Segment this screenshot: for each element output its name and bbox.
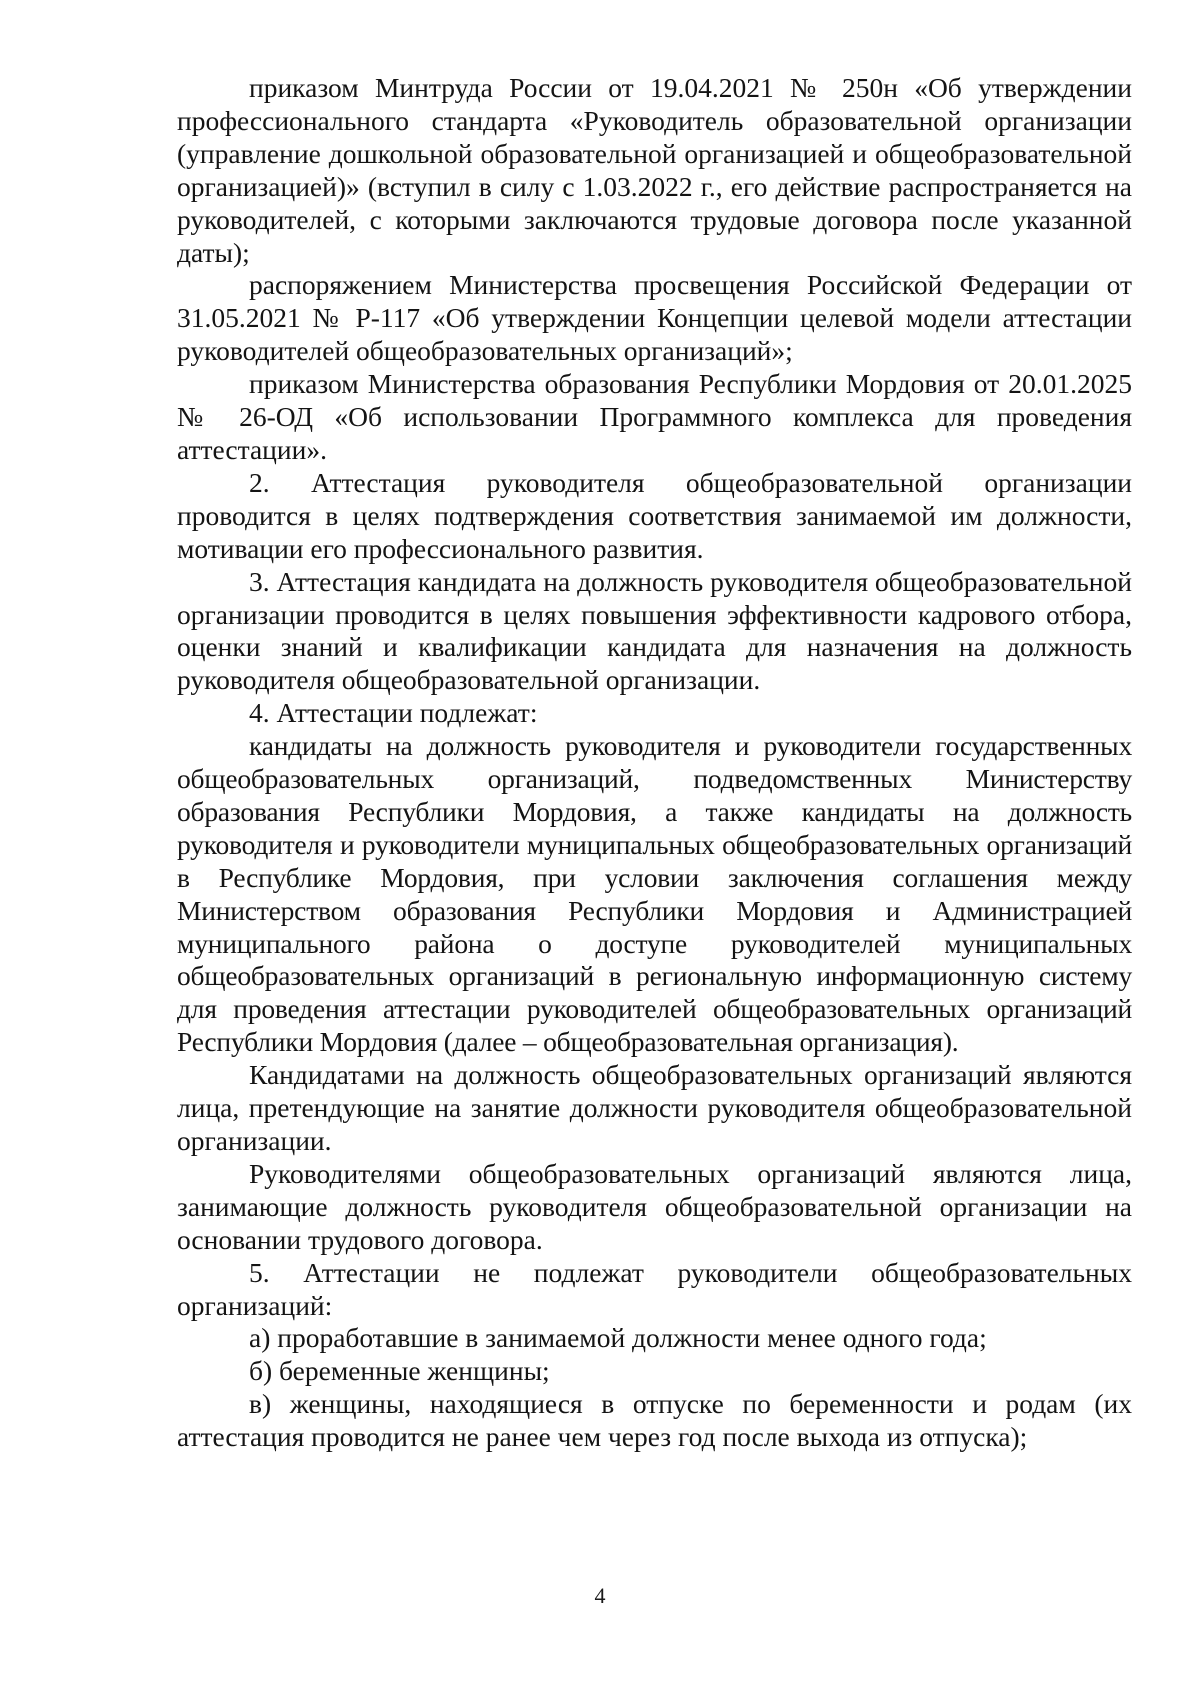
paragraph-item-3: 3. Аттестация кандидата на должность руководителя общеобразовательной организации проводится в целях повышения эффективности кадрового отбора, оценки знаний и квалификации кандидата для назначения на должность руководителя общеобразовательной организации.	[177, 565, 1132, 696]
paragraph-order-mintrud: приказом Минтруда России от 19.04.2021 № 250н «Об утверждении профессионального стандарта «Руководитель образовательной организации (управление дошкольной образовательной организацией и общеобразовательной организацией)» (вступил в силу с 1.03.2022 г., его действие распространяется на руководителей, с которыми заключаются трудовые договора после указанной даты);	[177, 72, 1132, 268]
paragraph-item-5a: а) проработавшие в занимаемой должности менее одного года;	[249, 1322, 987, 1354]
paragraph-item-2: 2. Аттестация руководителя общеобразовательной организации проводится в целях подтверждения соответствия занимаемой им должности, мотивации его профессионального развития.	[177, 466, 1132, 564]
paragraph-item-5: 5. Аттестации не подлежат руководители общеобразовательных организаций:	[177, 1256, 1132, 1321]
paragraph-order-minprosv: распоряжением Министерства просвещения Российской Федерации от 31.05.2021 № Р-117 «Об утверждении Концепции целевой модели аттестации руководителей общеобразовательных организаций»;	[177, 269, 1132, 367]
document-body	[177, 72, 1132, 1454]
paragraph-candidates-list: кандидаты на должность руководителя и руководители государственных общеобразовательных организаций, подведомственных Министерству образования Республики Мордовия, а также кандидаты на должность руководителя и руководители муниципальных общеобразовательных организаций в Республике Мордовия, при условии заключения соглашения между Министерством образования Республики Мордовия и Администрацией муниципального района о доступе руководителей муниципальных общеобразовательных организаций в региональную информационную систему для проведения аттестации руководителей общеобразовательных организаций Республики Мордовия (далее – общеобразовательная организация).	[177, 730, 1132, 1058]
page-number: 4	[594, 1583, 606, 1608]
paragraph-item-5b: б) беременные женщины;	[249, 1355, 550, 1387]
paragraph-candidates-definition: Кандидатами на должность общеобразовательных организаций являются лица, претендующие на занятие должности руководителя общеобразовательной организации.	[177, 1059, 1132, 1156]
paragraph-item-4: 4. Аттестации подлежат:	[249, 697, 538, 729]
paragraph-order-minobr-mordovia: приказом Министерства образования Республики Мордовия от 20.01.2025 № 26-ОД «Об использовании Программного комплекса для проведения аттестации».	[177, 368, 1132, 465]
paragraph-item-5v: в) женщины, находящиеся в отпуске по беременности и родам (их аттестация проводится не ранее чем через год после выхода из отпуска);	[177, 1388, 1132, 1453]
paragraph-heads-definition: Руководителями общеобразовательных организаций являются лица, занимающие должность руководителя общеобразовательной организации на основании трудового договора.	[177, 1157, 1132, 1255]
